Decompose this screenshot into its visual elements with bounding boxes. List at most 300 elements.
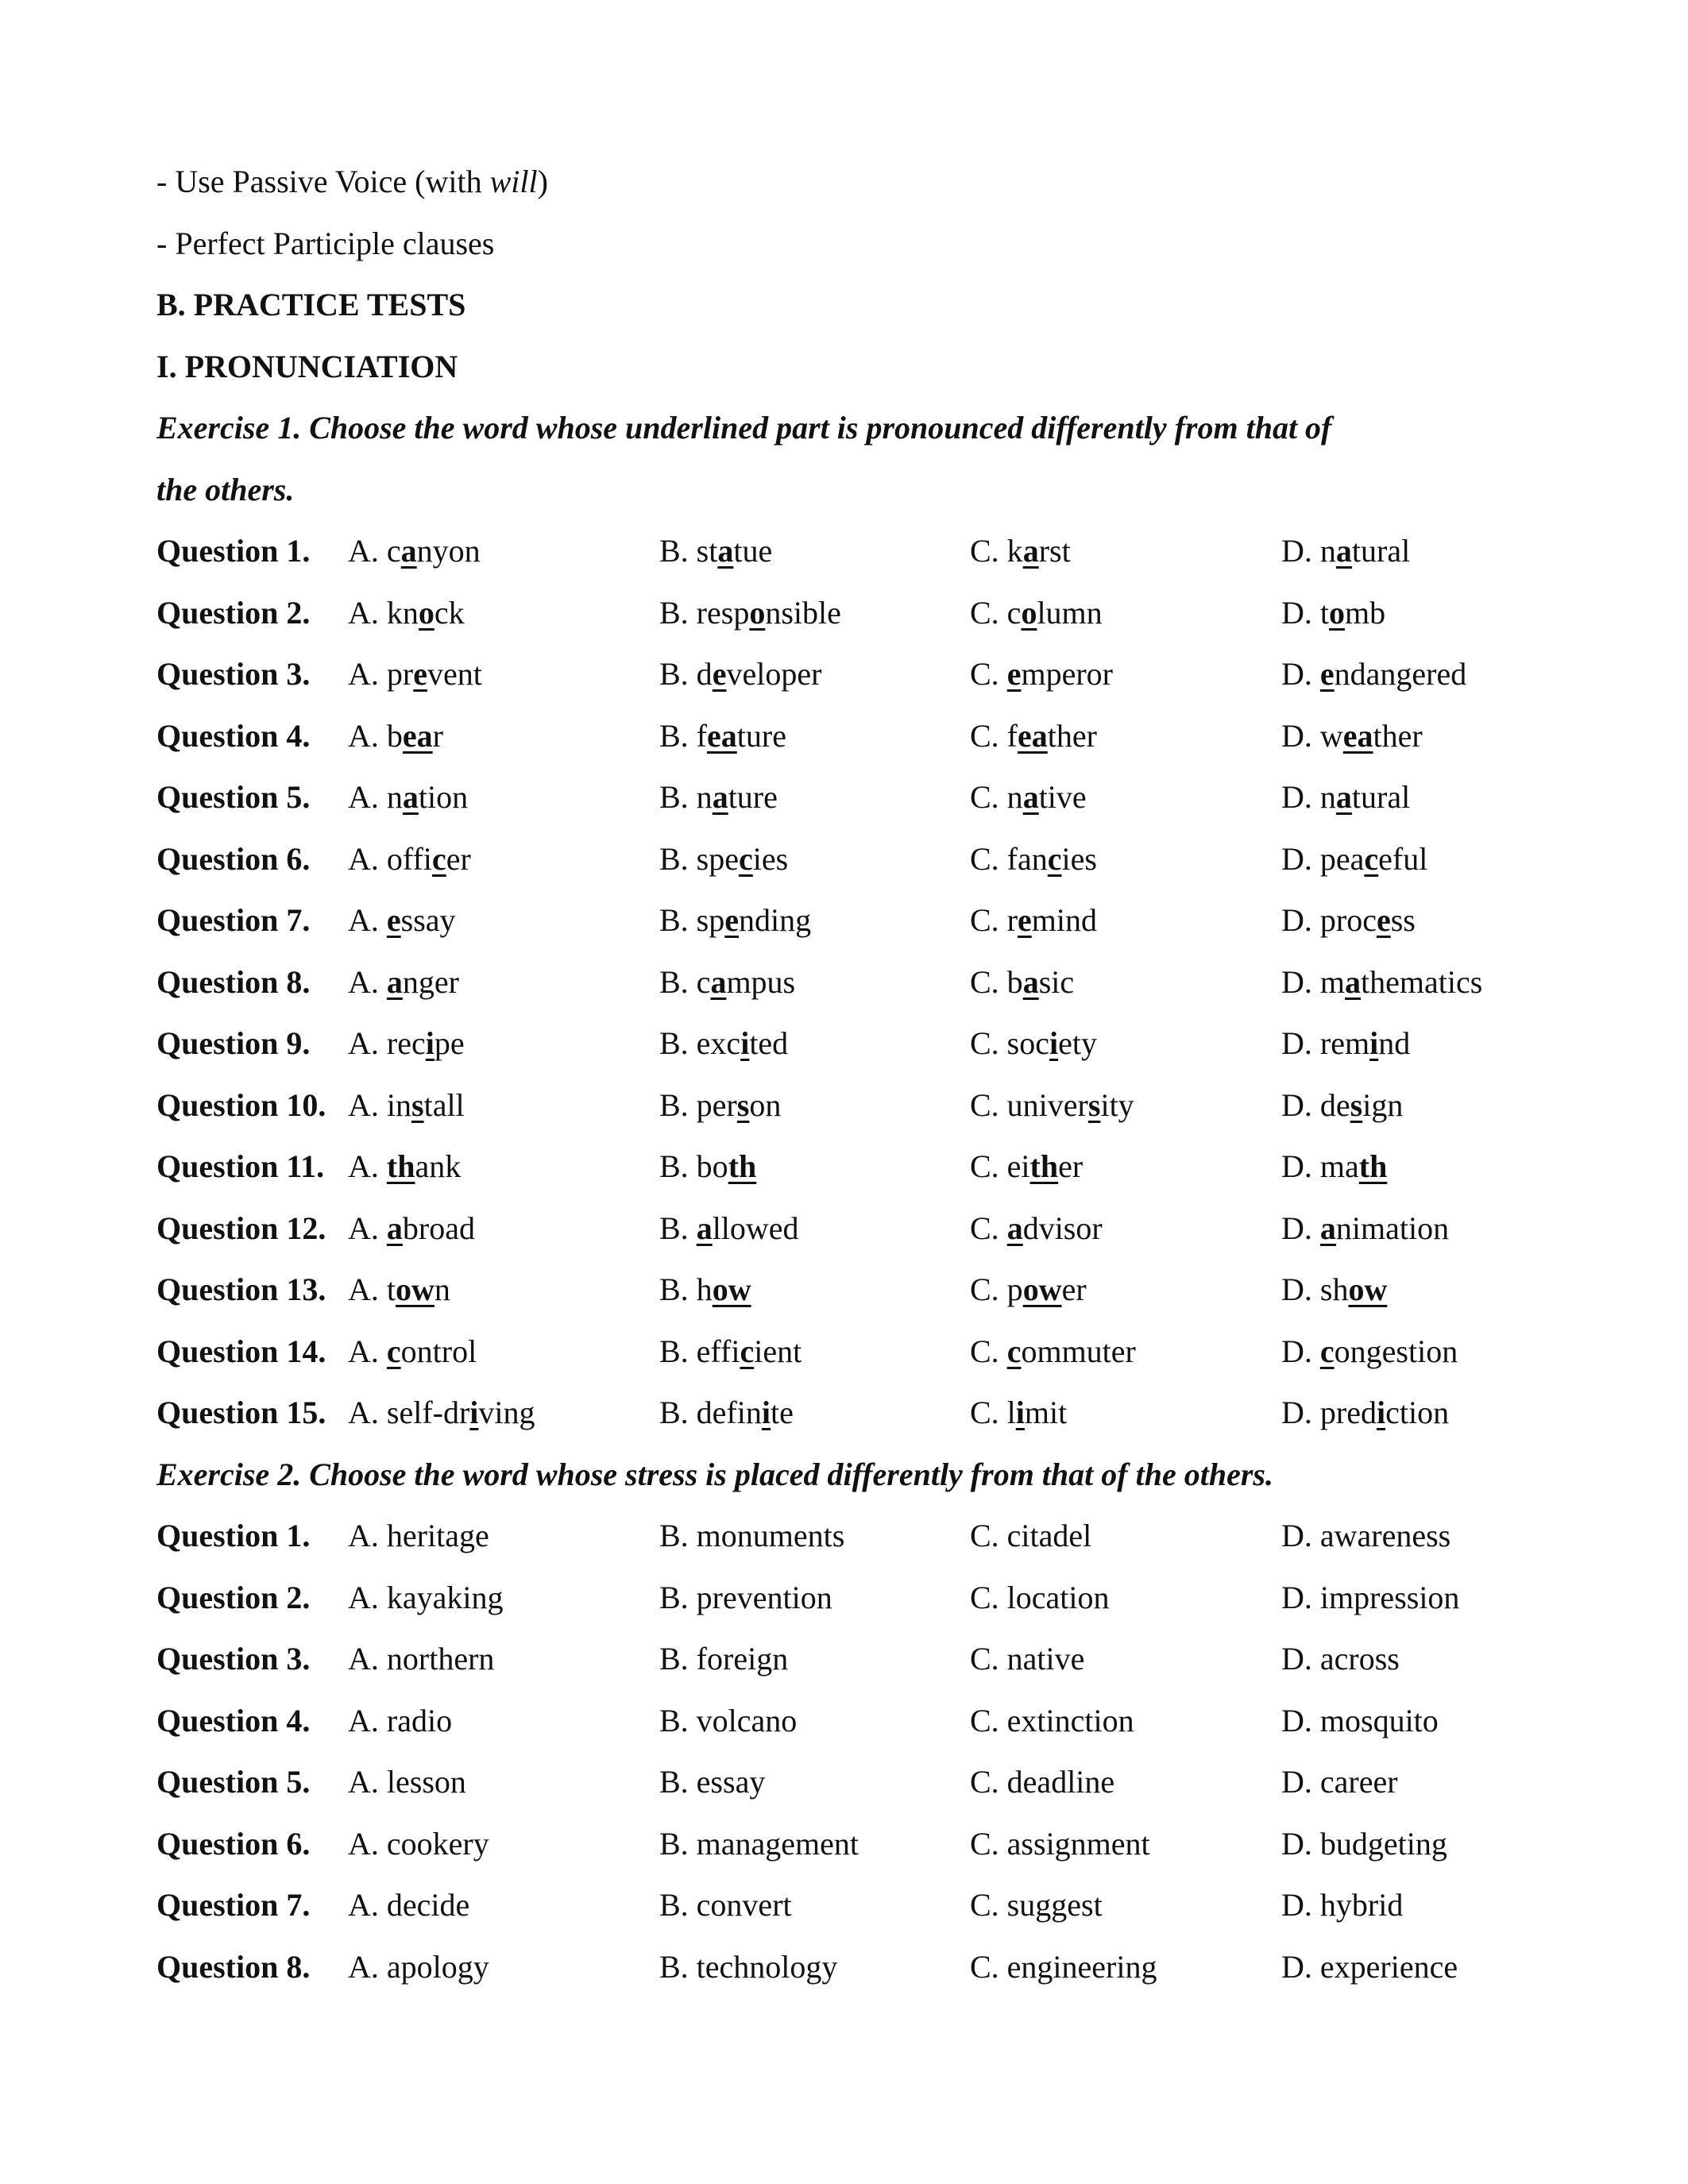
underlined-part: s	[411, 1086, 424, 1123]
underlined-part: a	[1319, 1210, 1336, 1246]
underlined-part: a	[1345, 963, 1361, 1000]
underlined-part: i	[761, 1395, 771, 1430]
option-text-after: mb	[1345, 594, 1386, 631]
option-text-before: D. n	[1281, 779, 1336, 815]
option-text-before: B. spe	[659, 840, 739, 877]
option-c	[970, 1136, 1281, 1198]
option-d	[1281, 1321, 1555, 1383]
option-text-before: C. univer	[970, 1086, 1088, 1123]
option-c	[970, 951, 1281, 1013]
option-text-after: thematics	[1361, 963, 1483, 1000]
underlined-part: c	[1319, 1333, 1335, 1369]
option-text-before: A.	[348, 1210, 387, 1246]
option-text-before: D. n	[1281, 533, 1336, 569]
option-d: D. hybrid	[1281, 1887, 1404, 1923]
option-text-before: B. resp	[659, 594, 750, 631]
option-text-after: tall	[423, 1086, 465, 1123]
option-d: D. career	[1281, 1764, 1398, 1800]
question-label: Question 12.	[156, 1210, 326, 1246]
option-text-before: A. n	[348, 779, 403, 815]
question-label: Question 6.	[156, 840, 311, 877]
option-d: D. impression	[1281, 1579, 1460, 1615]
underlined-part: a	[1006, 1210, 1023, 1246]
question-row	[156, 582, 1555, 644]
option-text-after: er	[446, 840, 471, 877]
option-a: A. lesson	[348, 1764, 466, 1800]
underlined-part: a	[1335, 533, 1352, 569]
option-text-after: nding	[739, 902, 812, 938]
option-text-before: A.	[348, 1333, 387, 1369]
option-text-after: ssay	[400, 902, 456, 938]
option-c	[970, 582, 1281, 644]
underlined-part: a	[717, 533, 734, 569]
question-row	[156, 1690, 1555, 1752]
option-text-before: D.	[1281, 1333, 1320, 1369]
option-a	[348, 766, 659, 828]
option-text-after: er	[1061, 1271, 1087, 1307]
option-text-after: ommuter	[1021, 1333, 1136, 1369]
intro-line-2: - Perfect Participle clauses	[156, 225, 495, 261]
option-text-before: A. c	[348, 533, 401, 569]
option-text-before: D. proc	[1281, 902, 1377, 938]
underlined-part: o	[1329, 594, 1345, 631]
option-text-before: C. c	[970, 594, 1022, 631]
option-text-after: te	[771, 1395, 794, 1430]
option-a	[348, 951, 659, 1013]
option-text-before: D. de	[1281, 1086, 1350, 1123]
option-text-after: rst	[1038, 533, 1071, 569]
option-text-before: A.	[348, 1148, 387, 1184]
option-text-before: B. bo	[659, 1148, 728, 1184]
option-text-after: ther	[1373, 717, 1423, 754]
option-a: A. decide	[348, 1887, 470, 1923]
option-text-before: D.	[1281, 1210, 1320, 1246]
option-text-after: ontrol	[400, 1333, 477, 1369]
option-d: D. across	[1281, 1641, 1400, 1677]
option-text-after: ction	[1385, 1395, 1450, 1430]
option-d	[1281, 1136, 1555, 1198]
exercise1-instruction-line2: the others.	[156, 471, 295, 507]
underlined-part: e	[724, 902, 740, 938]
option-a	[348, 520, 659, 582]
option-a	[348, 889, 659, 951]
option-a: A. kayaking	[348, 1579, 504, 1615]
option-d	[1281, 951, 1555, 1013]
question-label: Question 6.	[156, 1825, 311, 1862]
option-text-before: B. c	[659, 963, 711, 1000]
question-label: Question 3.	[156, 656, 311, 692]
question-row	[156, 1505, 1555, 1567]
underlined-part: ea	[1342, 717, 1373, 754]
option-c: C. assignment	[970, 1825, 1150, 1862]
question-label: Question 1.	[156, 533, 311, 569]
underlined-part: i	[1369, 1025, 1379, 1061]
option-text-before: B. h	[659, 1271, 713, 1307]
question-label: Question 2.	[156, 594, 311, 631]
underlined-part: a	[1022, 963, 1039, 1000]
option-b	[659, 1198, 970, 1260]
option-text-after: vent	[427, 656, 482, 692]
option-text-after: ving	[478, 1395, 535, 1430]
underlined-part: s	[1350, 1086, 1363, 1123]
option-text-before: A. self-dr	[348, 1395, 470, 1430]
underlined-part: s	[736, 1086, 750, 1123]
option-text-after: tue	[733, 533, 773, 569]
option-a: A. radio	[348, 1702, 453, 1738]
option-a	[348, 1013, 659, 1075]
option-b: B. technology	[659, 1948, 838, 1985]
question-label: Question 1.	[156, 1518, 311, 1553]
underlined-part: a	[1022, 779, 1039, 815]
option-text-after: pe	[434, 1025, 465, 1061]
option-text-after: tive	[1038, 779, 1087, 815]
option-text-after: sic	[1038, 963, 1075, 1000]
option-c: C. citadel	[970, 1518, 1092, 1553]
option-b	[659, 1075, 970, 1136]
option-c: C. location	[970, 1579, 1110, 1615]
option-text-after: lumn	[1037, 594, 1103, 631]
option-text-after: tural	[1351, 533, 1411, 569]
option-text-after: mpus	[726, 963, 796, 1000]
question-label: Question 14.	[156, 1333, 326, 1369]
question-label: Question 5.	[156, 1764, 311, 1800]
question-label: Question 10.	[156, 1086, 326, 1123]
option-text-after: ture	[736, 717, 786, 754]
option-text-after: ture	[728, 779, 778, 815]
underlined-part: o	[1021, 594, 1037, 631]
option-text-before: A. pr	[348, 656, 414, 692]
option-d	[1281, 1198, 1555, 1260]
option-text-before: B. per	[659, 1086, 737, 1123]
option-text-before: C.	[970, 1333, 1007, 1369]
question-label: Question 4.	[156, 1702, 311, 1738]
option-text-before: A. in	[348, 1086, 411, 1123]
option-d: D. mosquito	[1281, 1702, 1439, 1738]
option-a	[348, 1198, 659, 1260]
question-label: Question 7.	[156, 902, 311, 938]
underlined-part: i	[740, 1025, 750, 1061]
option-b: B. essay	[659, 1764, 766, 1800]
option-text-after: tural	[1351, 779, 1411, 815]
underlined-part: c	[1006, 1333, 1022, 1369]
underlined-part: ow	[712, 1271, 751, 1307]
option-text-after: mind	[1031, 902, 1097, 938]
underlined-part: ea	[402, 717, 433, 754]
option-text-before: A. t	[348, 1271, 396, 1307]
option-text-after: mperor	[1021, 656, 1113, 692]
intro-line-1: - Use Passive Voice (with will)	[156, 164, 548, 199]
option-d	[1281, 1382, 1555, 1444]
option-text-before: A.	[348, 902, 387, 938]
option-text-before: C. l	[970, 1395, 1016, 1430]
question-row	[156, 1567, 1555, 1629]
underlined-part: e	[413, 656, 427, 692]
option-text-after: nimation	[1335, 1210, 1450, 1246]
option-a	[348, 1321, 659, 1383]
underlined-part: th	[1029, 1148, 1059, 1184]
option-b	[659, 520, 970, 582]
option-c	[970, 1013, 1281, 1075]
question-label: Question 5.	[156, 779, 311, 815]
option-d	[1281, 520, 1555, 582]
question-row	[156, 1628, 1555, 1690]
option-text-after: ther	[1047, 717, 1097, 754]
option-text-before: A. b	[348, 717, 403, 754]
option-text-after: n	[434, 1271, 450, 1307]
option-text-before: D. pea	[1281, 840, 1365, 877]
underlined-part: o	[749, 594, 766, 631]
option-text-after: broad	[402, 1210, 475, 1246]
question-label: Question 13.	[156, 1271, 326, 1307]
underlined-part: a	[400, 533, 417, 569]
option-text-after: ity	[1100, 1086, 1134, 1123]
option-text-before: B. sp	[659, 902, 725, 938]
option-text-after: ient	[754, 1333, 802, 1369]
option-text-before: B. f	[659, 717, 707, 754]
option-c	[970, 1259, 1281, 1321]
option-d	[1281, 643, 1555, 705]
underlined-part: e	[1376, 902, 1391, 938]
document-page	[156, 151, 1555, 1997]
question-row	[156, 1813, 1555, 1875]
option-b	[659, 951, 970, 1013]
underlined-part: a	[386, 1210, 403, 1246]
underlined-part: i	[425, 1025, 435, 1061]
option-d	[1281, 1259, 1555, 1321]
option-a	[348, 582, 659, 644]
option-text-before: C. r	[970, 902, 1018, 938]
underlined-part: o	[418, 594, 435, 631]
option-text-before: B. st	[659, 533, 718, 569]
option-c: C. deadline	[970, 1764, 1115, 1800]
option-d: D. awareness	[1281, 1518, 1451, 1553]
option-text-before: A. kn	[348, 594, 419, 631]
option-d	[1281, 766, 1555, 828]
option-text-after: nger	[402, 963, 459, 1000]
exercise1-question-list	[156, 520, 1555, 1444]
option-text-before: C. p	[970, 1271, 1023, 1307]
option-text-after: er	[1058, 1148, 1083, 1184]
option-d: D. experience	[1281, 1948, 1458, 1985]
option-text-before: A.	[348, 963, 387, 1000]
underlined-part: c	[386, 1333, 401, 1369]
underlined-part: e	[1006, 656, 1022, 692]
question-row	[156, 889, 1555, 951]
option-b	[659, 582, 970, 644]
question-label: Question 15.	[156, 1395, 326, 1430]
option-c	[970, 643, 1281, 705]
question-label: Question 8.	[156, 963, 311, 1000]
underlined-part: ow	[1348, 1271, 1388, 1307]
option-a	[348, 828, 659, 890]
option-c: C. extinction	[970, 1702, 1134, 1738]
option-b	[659, 828, 970, 890]
option-text-after: on	[749, 1086, 782, 1123]
underlined-part: ea	[1018, 717, 1048, 754]
option-text-before: D. sh	[1281, 1271, 1349, 1307]
underlined-part: a	[1022, 533, 1039, 569]
question-row	[156, 951, 1555, 1013]
option-text-before: B. defin	[659, 1395, 762, 1430]
question-label: Question 11.	[156, 1148, 325, 1184]
exercise1-instruction-line1: Exercise 1. Choose the word whose underlined part is pronounced differently from that of	[156, 410, 1332, 446]
question-row	[156, 1321, 1555, 1383]
option-c	[970, 766, 1281, 828]
option-text-after: mit	[1024, 1395, 1068, 1430]
question-row	[156, 1013, 1555, 1075]
option-a: A. northern	[348, 1641, 495, 1677]
option-d	[1281, 828, 1555, 890]
option-d	[1281, 1013, 1555, 1075]
question-row	[156, 1259, 1555, 1321]
option-text-after: r	[432, 717, 443, 754]
option-text-before: A. offi	[348, 840, 432, 877]
option-a: A. cookery	[348, 1825, 489, 1862]
option-text-after: ies	[752, 840, 789, 877]
option-text-before: D. rem	[1281, 1025, 1370, 1061]
underlined-part: th	[1358, 1148, 1388, 1184]
option-text-after: tion	[418, 779, 469, 815]
underlined-part: ow	[396, 1271, 435, 1307]
underlined-part: ow	[1022, 1271, 1062, 1307]
underlined-part: i	[1015, 1395, 1025, 1430]
underlined-part: th	[728, 1148, 757, 1184]
option-b: B. monuments	[659, 1518, 845, 1553]
option-d	[1281, 705, 1555, 767]
option-b: B. prevention	[659, 1579, 832, 1615]
underlined-part: i	[469, 1395, 479, 1430]
option-b	[659, 1382, 970, 1444]
option-text-before: C. b	[970, 963, 1023, 1000]
option-a	[348, 705, 659, 767]
option-text-after: ies	[1061, 840, 1097, 877]
underlined-part: c	[1364, 840, 1379, 877]
option-text-before: C. ei	[970, 1148, 1030, 1184]
option-text-after: nd	[1378, 1025, 1411, 1061]
option-b	[659, 766, 970, 828]
underlined-part: a	[402, 779, 419, 815]
option-b	[659, 1259, 970, 1321]
option-b	[659, 643, 970, 705]
option-text-after: dvisor	[1022, 1210, 1103, 1246]
option-text-before: C. soc	[970, 1025, 1049, 1061]
question-row	[156, 1198, 1555, 1260]
question-row	[156, 520, 1555, 582]
option-text-after: nsible	[765, 594, 841, 631]
option-c: C. native	[970, 1641, 1085, 1677]
question-row	[156, 1751, 1555, 1813]
option-c	[970, 828, 1281, 890]
question-label: Question 8.	[156, 1948, 311, 1985]
underlined-part: s	[1087, 1086, 1101, 1123]
underlined-part: ea	[707, 717, 737, 754]
question-label: Question 9.	[156, 1025, 311, 1061]
option-text-before: D. t	[1281, 594, 1329, 631]
option-text-after: ss	[1390, 902, 1416, 938]
question-label: Question 3.	[156, 1641, 311, 1677]
option-text-after: eful	[1378, 840, 1428, 877]
underlined-part: e	[712, 656, 727, 692]
option-text-after: ndangered	[1334, 656, 1467, 692]
option-b	[659, 1013, 970, 1075]
option-text-before: D.	[1281, 656, 1320, 692]
option-d: D. budgeting	[1281, 1825, 1447, 1862]
option-b	[659, 889, 970, 951]
section-title: B. PRACTICE TESTS	[156, 287, 466, 322]
option-text-before: B. d	[659, 656, 713, 692]
option-c	[970, 520, 1281, 582]
underlined-part: c	[739, 840, 753, 877]
option-text-before: D. m	[1281, 963, 1345, 1000]
option-text-before: B. exc	[659, 1025, 741, 1061]
option-a	[348, 1075, 659, 1136]
option-b: B. management	[659, 1825, 859, 1862]
underlined-part: c	[1047, 840, 1062, 877]
question-label: Question 2.	[156, 1579, 311, 1615]
underlined-part: a	[712, 779, 728, 815]
option-text-after: ign	[1362, 1086, 1404, 1123]
option-c	[970, 1321, 1281, 1383]
option-text-before: C. f	[970, 717, 1018, 754]
underlined-part: c	[740, 1333, 755, 1369]
underlined-part: c	[431, 840, 446, 877]
option-b	[659, 1321, 970, 1383]
option-a	[348, 1136, 659, 1198]
subsection-title: I. PRONUNCIATION	[156, 348, 458, 384]
option-text-before: C. k	[970, 533, 1023, 569]
option-text-before: B. effi	[659, 1333, 740, 1369]
option-d	[1281, 1075, 1555, 1136]
option-text-before: D. ma	[1281, 1148, 1359, 1184]
option-text-after: llowed	[712, 1210, 799, 1246]
option-b	[659, 705, 970, 767]
underlined-part: a	[386, 963, 403, 1000]
option-a	[348, 1382, 659, 1444]
option-text-before: B. n	[659, 779, 713, 815]
option-text-after: ety	[1058, 1025, 1097, 1061]
question-label: Question 7.	[156, 1887, 311, 1923]
question-row	[156, 828, 1555, 890]
option-text-before: B.	[659, 1210, 697, 1246]
option-c	[970, 1198, 1281, 1260]
option-text-before: C. n	[970, 779, 1023, 815]
option-c	[970, 889, 1281, 951]
option-text-after: ongestion	[1334, 1333, 1458, 1369]
option-text-before: D. w	[1281, 717, 1343, 754]
underlined-part: e	[1319, 656, 1335, 692]
option-a	[348, 1259, 659, 1321]
option-c: C. suggest	[970, 1887, 1103, 1923]
option-text-before: C.	[970, 656, 1007, 692]
option-a	[348, 643, 659, 705]
option-c	[970, 705, 1281, 767]
option-text-after: ck	[434, 594, 465, 631]
underlined-part: a	[1335, 779, 1352, 815]
question-row	[156, 1382, 1555, 1444]
option-b: B. convert	[659, 1887, 792, 1923]
underlined-part: th	[386, 1148, 415, 1184]
option-text-after: ted	[749, 1025, 789, 1061]
option-b: B. foreign	[659, 1641, 789, 1677]
question-row	[156, 705, 1555, 767]
option-b: B. volcano	[659, 1702, 798, 1738]
underlined-part: i	[1049, 1025, 1059, 1061]
option-d	[1281, 889, 1555, 951]
option-text-after: veloper	[726, 656, 822, 692]
question-row	[156, 1874, 1555, 1936]
underlined-part: a	[696, 1210, 713, 1246]
exercise2-instruction: Exercise 2. Choose the word whose stress is placed differently from that of the others.	[156, 1456, 1273, 1492]
